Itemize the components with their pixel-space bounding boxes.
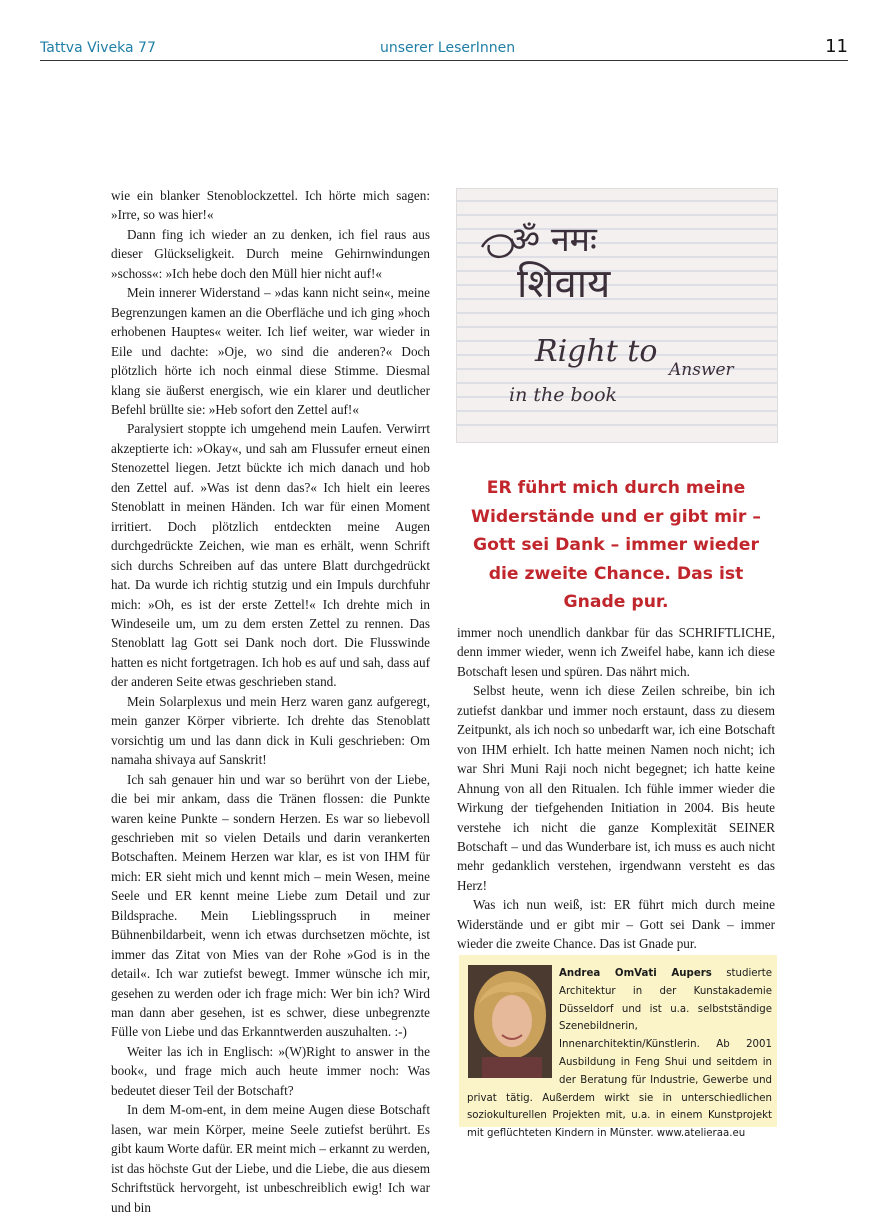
author-bio-box [459,955,777,1140]
note-answer: Answer [669,360,734,380]
paragraph: Was ich nun weiß, ist: ER führt mich durch meine Widerstände und er gibt mir – Gott sei Dank – immer wieder die zweite Chance. Das ist Gnade pur. [457,897,775,952]
author-bio-text [467,965,772,1143]
author-name: Andrea OmVati Aupers [559,968,712,979]
note-in-the-book: in the book [509,384,618,406]
handwritten-note-image [456,188,778,443]
author-description: studierte Architektur in der Kunstakademie Düsseldorf und ist u.a. selbstständige Szenebildnerin, Innenarchitektin/Künstlerin. Ab 2001 Ausbildung in Feng Shui und seitdem in der Beratung für Industrie, Gewerbe und privat tätig. Außerdem wirkt sie in unterschiedlichen soziokulturellen Projekten mit, u.a. in einem Kunstprojekt mit geflüchteten Kindern in Münster. www.atelieraa.eu [467,968,772,1140]
sanskrit-shivaya: शिवाय [517,261,611,307]
paragraph: Dann fing ich wieder an zu denken, ich fiel raus aus dieser Glückseligkeit. Durch meine Gehirnwindungen »schoss«: »Ich hebe doch den Müll hier nicht auf!« [111,226,430,281]
note-right-to: Right to [535,334,658,369]
section-title: unserer LeserInnen [380,40,516,56]
paragraph: In dem M-om-ent, in dem meine Augen diese Botschaft lasen, war mein Körper, meine Seele zutiefst berührt. Es gibt kaum Worte dafür. ER meint mich – erkannt zu werden, ist das höchste Gut der Liebe, und die Liebe, die aus diesem Schriftstück hervorgeht, ist unbeschreiblich ewig! Ich war und bin [111,1102,430,1215]
paragraph: Mein innerer Widerstand – »das kann nicht sein«, meine Begrenzungen kamen an die Oberfläche und ich ging »hoch erhobenen Hauptes« weiter. Ich lief weiter, war wieder in Eile und dachte: »Oje, wo sind die anderen?« Doch plötzlich hörte ich noch einmal diese Stimme. Diesmal klang sie äußerst energisch, wie ein klarer und deutlicher Befehl brüllte sie: »Heb sofort den Zettel auf!« [111,285,430,417]
pull-quote: ER führt mich durch meine Widerstände und er gibt mir – Gott sei Dank – immer wieder die zweite Chance. Das ist Gnade pur. [471,478,761,612]
page-number: 11 [825,36,848,57]
sanskrit-om-namah: ॐ नमः [509,220,597,260]
right-text-column [457,623,775,954]
page-header [40,38,848,61]
paragraph: wie ein blanker Stenoblockzettel. Ich hörte mich sagen: »Irre, so was hier!« [111,188,430,223]
paragraph: Mein Solarplexus und mein Herz waren ganz aufgeregt, mein ganzer Körper vibrierte. Ich drehte das Stenoblatt vorsichtig um und las dann dick in Kuli geschrieben: Om namaha shivaya auf Sanskrit! [111,693,430,768]
magazine-title: Tattva Viveka 77 [40,40,156,56]
paragraph: Ich sah genauer hin und war so berührt von der Liebe, die bei mir ankam, dass die Tränen flossen: die Punkte waren keine Punkte – sondern Herzen. Es war so liebevoll geschrieben mit so vielen Details und darin verankerten Botschaften. Meinem Herzen war klar, es ist von IHM für mich: ER sieht mich und kennt mich – mein Wesen, meine Seele und ER kennt meine Liebe zum Detail und zur Bildsprache. Mein Lieblingsspruch in meiner Bühnenbildarbeit, wenn ich etwas durchsetzen möchte, ist immer das Zitat von Mies van der Rohe »God is in the detail«. Ich war zutiefst bewegt. Immer wünsche ich mir, gesehen zu werden oder ich frage mich: Wer bin ich? Wird man dann aber gesehen, ist es schwer, diese unbegrenzte Fülle von Liebe und das Erkanntwerden auszuhalten. :-) [111,771,430,1040]
paragraph: immer noch unendlich dankbar für das SCHRIFTLICHE, denn immer wieder, wenn ich Zweifel habe, kann ich diese Botschaft lesen und spüren. Das nährt mich. [457,625,775,679]
paragraph: Selbst heute, wenn ich diese Zeilen schreibe, bin ich zutiefst dankbar und immer noch erstaunt, dass zu diesem Zeitpunkt, als ich noch so unbedarft war, ich eine Botschaft von IHM erhielt. Ich hatte meinen Namen noch nicht; ich war Shri Muni Raji noch nicht begegnet; ich hatte keine Ahnung von all den Ritualen. Ich fühle immer wieder die Wirkung der tiefgehenden Initiation in 2004. Bis heute verstehe ich nicht die ganze Komplexität SEINER Botschaft – und das Wunderbare ist, ich muss es auch nicht mehr gedanklich verstehen, irgendwann versteht es das Herz! [457,683,775,893]
paragraph: Weiter las ich in Englisch: »(W)Right to answer in the book«, und frage mich auch heute immer noch: Was bedeutet dieser Teil der Botschaft? [111,1043,430,1098]
paragraph: Paralysiert stoppte ich umgehend mein Laufen. Verwirrt akzeptierte ich: »Okay«, und sah am Flussufer erneut einen Stenozettel liegen. Jetzt bückte ich mich danach und hob den Zettel auf. »Was ist denn das?« Ich hielt ein leeres Stenoblatt in meinen Händen. Ich war für einen Moment irritiert. Doch plötzlich entdeckten meine Augen durchgedrückte Zeichen, wie man es erhält, wenn Schrift sich durchs Schreiben auf das untere Blatt durchgedrückt hat. Da wurde ich richtig stutzig und ein Impuls durchfuhr mich: »Oh, es ist der erste Zettel!« Ich drehte mich in Windeseile um, um zu dem ersten Zettel zu rennen. Das Stenoblatt lag Gott sei Dank noch dort. Die Flusswinde hatten es nicht fortgetragen. Ich hob es auf und sah, dass auf der anderen Seite etwas geschrieben stand. [111,421,430,690]
left-text-column [111,186,430,1217]
